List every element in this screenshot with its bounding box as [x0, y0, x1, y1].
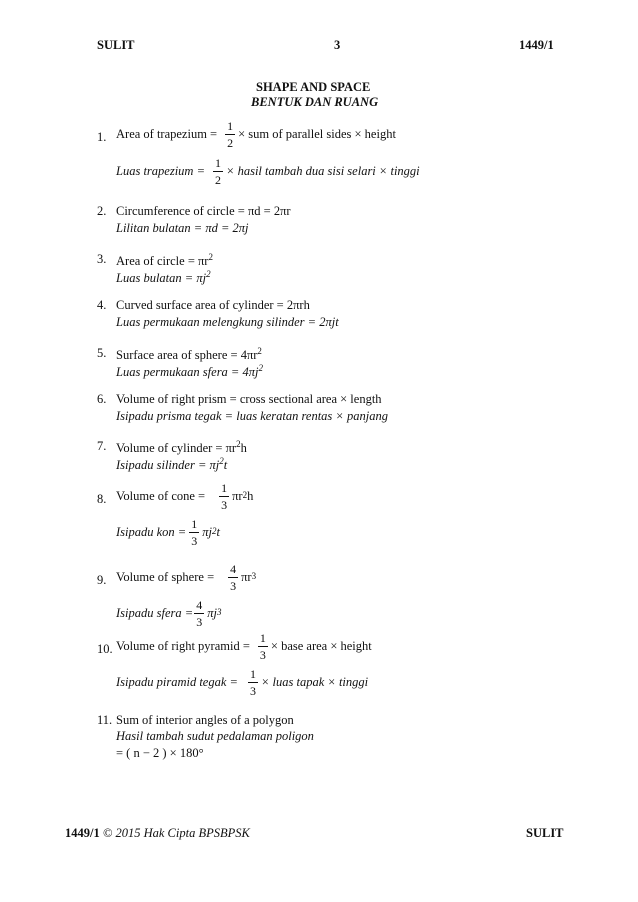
formula-text: Luas permukaan sfera = 4πj — [116, 365, 259, 380]
item-number: 2. — [97, 204, 107, 218]
footer-code: 1449/1 — [65, 826, 100, 840]
formula-trapezium-ms — [116, 157, 420, 186]
fraction-denominator: 3 — [221, 498, 228, 512]
formula-cylinder-surface-ms: Luas permukaan melengkung silinder = 2πjt — [116, 315, 339, 329]
exponent: 2 — [208, 252, 213, 262]
item-number: 3. — [97, 252, 107, 266]
fraction-numerator: 4 — [230, 562, 237, 576]
fraction-denominator: 2 — [215, 173, 222, 187]
fraction — [219, 482, 229, 511]
formula-circumference-en: Circumference of circle = πd = 2πr — [116, 204, 291, 218]
fraction — [248, 668, 258, 697]
exponent: 3 — [216, 607, 222, 617]
formula-area-circle-ms — [116, 269, 211, 286]
formula-text: Isipadu kon = — [116, 525, 187, 539]
formula-polygon-ms: Hasil tambah sudut pedalaman poligon — [116, 729, 314, 743]
formula-text: t — [223, 458, 228, 473]
fraction-denominator: 3 — [230, 579, 237, 593]
fraction-numerator: 1 — [249, 667, 256, 681]
fraction-numerator: 1 — [227, 119, 234, 133]
exponent: 2 — [211, 526, 217, 536]
header-right: 1449/1 — [519, 38, 554, 52]
formula-text: × hasil tambah dua sisi selari × tinggi — [226, 164, 420, 178]
formula-text: Luas bulatan = πj — [116, 271, 207, 286]
formula-prism-en: Volume of right prism = cross sectional area × length — [116, 392, 382, 406]
formula-cylinder-volume-en — [116, 439, 247, 456]
formula-text: Area of circle = πr — [116, 254, 209, 269]
item-number: 7. — [97, 439, 107, 453]
formula-cone-ms — [116, 518, 220, 547]
formula-text: Isipadu sfera = — [116, 606, 194, 620]
fraction-denominator: 3 — [249, 684, 256, 698]
formula-trapezium-en — [116, 120, 396, 149]
formula-sphere-volume-en — [116, 563, 256, 592]
page-title: SHAPE AND SPACE — [256, 80, 371, 94]
exponent: 2 — [236, 439, 241, 449]
formula-sphere-volume-ms — [116, 599, 221, 628]
formula-text: Area of trapezium = — [116, 127, 218, 141]
fraction-denominator: 3 — [259, 648, 266, 662]
item-number: 5. — [97, 346, 107, 360]
page-subtitle: BENTUK DAN RUANG — [251, 95, 379, 109]
exponent: 2 — [242, 490, 248, 500]
formula-text: Isipadu silinder = πj — [116, 458, 220, 473]
formula-polygon: = ( n − 2 ) × 180° — [116, 746, 204, 760]
formula-text: h — [240, 441, 247, 456]
exponent: 2 — [219, 456, 224, 466]
formula-text: πr — [232, 489, 243, 503]
formula-text: Surface area of sphere = 4πr — [116, 348, 258, 363]
formula-text: πr — [241, 570, 252, 584]
item-number: 4. — [97, 298, 107, 312]
fraction-numerator: 4 — [196, 598, 203, 612]
fraction — [189, 518, 199, 547]
formula-text: Isipadu piramid tegak = — [116, 675, 238, 689]
formula-text: h — [247, 489, 254, 503]
footer-copyright: © 2015 Hak Cipta BPSBPSK — [102, 826, 250, 840]
fraction-numerator: 1 — [191, 517, 198, 531]
formula-pyramid-en — [116, 632, 372, 661]
formula-text: t — [216, 525, 220, 539]
footer-right: SULIT — [526, 826, 564, 840]
fraction — [258, 632, 268, 661]
formula-cone-en — [116, 482, 253, 511]
formula-text: Volume of right pyramid = — [116, 639, 250, 653]
page-number: 3 — [334, 38, 341, 52]
formula-text: Volume of cylinder = πr — [116, 441, 237, 456]
formula-polygon-en: Sum of interior angles of a polygon — [116, 713, 294, 727]
formula-text: × luas tapak × tinggi — [260, 675, 369, 689]
item-number: 6. — [97, 392, 107, 406]
formula-sphere-surface-en — [116, 346, 262, 363]
fraction — [225, 120, 235, 149]
formula-area-circle-en — [116, 252, 213, 269]
footer-left — [65, 826, 250, 841]
formula-text: πj — [202, 525, 212, 539]
fraction-numerator: 1 — [259, 631, 266, 645]
formula-text: πj — [207, 606, 217, 620]
formula-circumference-ms: Lilitan bulatan = πd = 2πj — [116, 221, 249, 235]
formula-cylinder-volume-ms — [116, 456, 227, 473]
exponent: 2 — [258, 363, 263, 373]
header-left: SULIT — [97, 38, 135, 52]
fraction — [228, 563, 238, 592]
item-number: 1. — [97, 130, 107, 144]
fraction-numerator: 1 — [221, 481, 228, 495]
fraction-denominator: 2 — [227, 136, 234, 150]
formula-text: × base area × height — [270, 639, 372, 653]
formula-pyramid-ms — [116, 668, 368, 697]
formula-text: Volume of sphere = — [116, 570, 215, 584]
fraction — [213, 157, 223, 186]
item-number: 9. — [97, 573, 107, 587]
fraction — [194, 599, 204, 628]
fraction-denominator: 3 — [191, 534, 198, 548]
item-number: 11. — [97, 713, 113, 727]
formula-cylinder-surface-en: Curved surface area of cylinder = 2πrh — [116, 298, 310, 312]
formula-text: Volume of cone = — [116, 489, 206, 503]
exponent: 2 — [206, 269, 211, 279]
item-number: 8. — [97, 492, 107, 506]
exponent: 2 — [257, 346, 262, 356]
formula-prism-ms: Isipadu prisma tegak = luas keratan rentas × panjang — [116, 409, 388, 423]
fraction-denominator: 3 — [196, 615, 203, 629]
formula-text: Luas trapezium = — [116, 164, 206, 178]
item-number: 10. — [97, 642, 113, 656]
formula-sphere-surface-ms — [116, 363, 263, 380]
fraction-numerator: 1 — [215, 156, 222, 170]
formula-text: × sum of parallel sides × height — [238, 127, 396, 141]
exponent: 3 — [251, 571, 257, 581]
